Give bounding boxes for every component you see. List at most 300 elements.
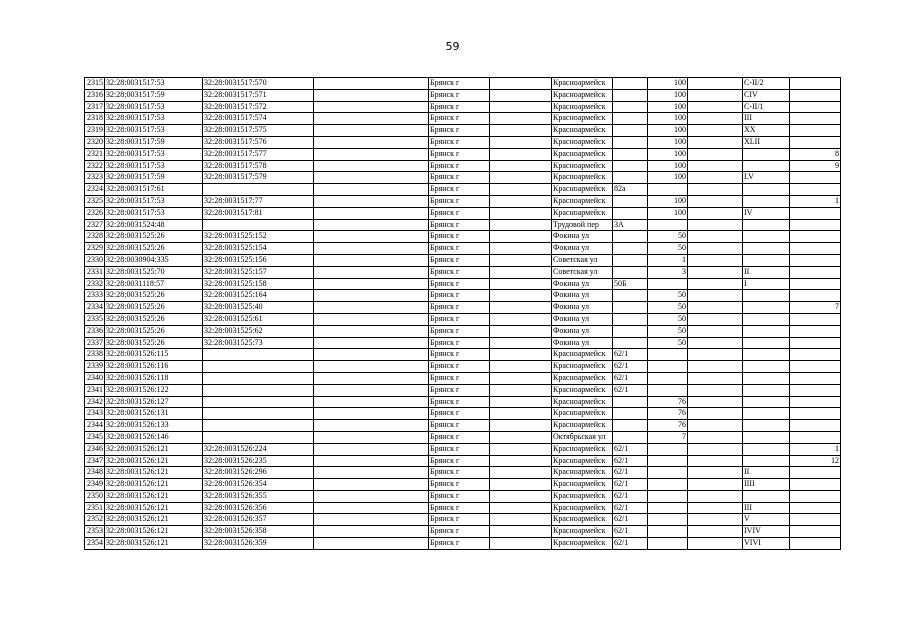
cell-apartment-number: [790, 361, 841, 373]
cell-object-cadastral-number: [203, 396, 314, 408]
cell-house-number: [613, 101, 648, 113]
cell-apartment-number: [790, 467, 841, 479]
cell-apartment-roman: [743, 325, 790, 337]
cell-house-number-value: [648, 278, 688, 290]
cell-object-cadastral-number: 32:28:0031526:358: [203, 526, 314, 538]
cell-blank-col-a: [314, 78, 429, 90]
cell-blank-col-b: [490, 78, 552, 90]
cell-row-number: 2343: [85, 408, 105, 420]
cell-apartment-roman: IV: [743, 207, 790, 219]
cell-apartment-number: [790, 384, 841, 396]
cell-apartment-roman: [743, 349, 790, 361]
cell-street: Красноармейск: [552, 372, 613, 384]
cell-parcel-cadastral-number: 32:28:0031517:53: [105, 78, 203, 90]
table-row: [85, 337, 841, 349]
cell-street: Красноармейск: [552, 408, 613, 420]
cell-house-number-value: 50: [648, 325, 688, 337]
cell-blank-col-c: [688, 479, 743, 491]
cell-parcel-cadastral-number: 32:28:0031517:53: [105, 148, 203, 160]
cell-settlement: Брянск г: [429, 372, 490, 384]
table-row: [85, 455, 841, 467]
cell-settlement: Брянск г: [429, 479, 490, 491]
cell-blank-col-b: [490, 254, 552, 266]
cell-object-cadastral-number: 32:28:0031525:40: [203, 302, 314, 314]
cell-street: Фокина ул: [552, 337, 613, 349]
cell-settlement: Брянск г: [429, 514, 490, 526]
cell-apartment-number: [790, 254, 841, 266]
table-row: [85, 361, 841, 373]
cell-apartment-roman: IVIV: [743, 526, 790, 538]
cell-parcel-cadastral-number: 32:28:0031526:127: [105, 396, 203, 408]
cell-blank-col-b: [490, 290, 552, 302]
cell-row-number: 2339: [85, 361, 105, 373]
cell-apartment-roman: XLII: [743, 136, 790, 148]
cell-row-number: 2324: [85, 184, 105, 196]
cell-parcel-cadastral-number: 32:28:0031525:26: [105, 290, 203, 302]
cell-blank-col-c: [688, 243, 743, 255]
cell-apartment-roman: [743, 313, 790, 325]
page-number: 59: [445, 40, 460, 53]
cell-apartment-number: [790, 431, 841, 443]
cell-blank-col-a: [314, 396, 429, 408]
cell-street: Красноармейск: [552, 172, 613, 184]
cell-row-number: 2334: [85, 302, 105, 314]
cell-object-cadastral-number: 32:28:0031525:156: [203, 254, 314, 266]
cell-apartment-roman: [743, 396, 790, 408]
cell-row-number: 2352: [85, 514, 105, 526]
cell-house-number: 62/1: [613, 349, 648, 361]
table-row: [85, 290, 841, 302]
cell-settlement: Брянск г: [429, 172, 490, 184]
cell-house-number: [613, 290, 648, 302]
cell-blank-col-b: [490, 349, 552, 361]
cell-blank-col-b: [490, 101, 552, 113]
cell-parcel-cadastral-number: 32:28:0031526:115: [105, 349, 203, 361]
cell-object-cadastral-number: 32:28:0031526:357: [203, 514, 314, 526]
cell-settlement: Брянск г: [429, 207, 490, 219]
cell-blank-col-a: [314, 89, 429, 101]
cell-row-number: 2332: [85, 278, 105, 290]
cell-settlement: Брянск г: [429, 136, 490, 148]
cell-apartment-roman: CIV: [743, 89, 790, 101]
cell-parcel-cadastral-number: 32:28:0031517:53: [105, 195, 203, 207]
cell-blank-col-b: [490, 125, 552, 137]
cell-parcel-cadastral-number: 32:28:0031517:59: [105, 136, 203, 148]
cell-blank-col-c: [688, 113, 743, 125]
cell-apartment-roman: [743, 243, 790, 255]
cell-blank-col-a: [314, 526, 429, 538]
cell-house-number: [613, 136, 648, 148]
cell-settlement: Брянск г: [429, 349, 490, 361]
cell-row-number: 2333: [85, 290, 105, 302]
cell-house-number-value: [648, 526, 688, 538]
cell-blank-col-a: [314, 420, 429, 432]
cell-house-number-value: [648, 372, 688, 384]
cell-blank-col-b: [490, 266, 552, 278]
cell-row-number: 2346: [85, 443, 105, 455]
cell-apartment-roman: III: [743, 113, 790, 125]
cell-blank-col-a: [314, 243, 429, 255]
cell-street: Красноармейск: [552, 479, 613, 491]
cell-house-number: [613, 325, 648, 337]
cell-blank-col-c: [688, 467, 743, 479]
cell-house-number-value: 100: [648, 89, 688, 101]
cell-blank-col-b: [490, 243, 552, 255]
cell-object-cadastral-number: [203, 408, 314, 420]
cell-row-number: 2329: [85, 243, 105, 255]
cell-parcel-cadastral-number: 32:28:0031526:146: [105, 431, 203, 443]
cell-apartment-roman: [743, 408, 790, 420]
cell-apartment-number: [790, 408, 841, 420]
cell-parcel-cadastral-number: 32:28:0031525:26: [105, 243, 203, 255]
cell-house-number-value: 76: [648, 420, 688, 432]
table-row: [85, 113, 841, 125]
cell-object-cadastral-number: 32:28:0031517:576: [203, 136, 314, 148]
cell-street: Фокина ул: [552, 313, 613, 325]
cell-house-number-value: [648, 467, 688, 479]
cell-house-number-value: [648, 455, 688, 467]
cell-row-number: 2325: [85, 195, 105, 207]
cell-house-number-value: [648, 502, 688, 514]
cell-row-number: 2327: [85, 219, 105, 231]
cell-blank-col-b: [490, 384, 552, 396]
cell-parcel-cadastral-number: 32:28:0031526:118: [105, 372, 203, 384]
table-row: [85, 184, 841, 196]
cell-settlement: Брянск г: [429, 184, 490, 196]
cell-blank-col-a: [314, 325, 429, 337]
cell-parcel-cadastral-number: 32:28:0031526:121: [105, 526, 203, 538]
cell-house-number: 62/1: [613, 384, 648, 396]
cell-blank-col-c: [688, 538, 743, 550]
cell-parcel-cadastral-number: 32:28:0031525:26: [105, 302, 203, 314]
registry-table-body: [85, 78, 841, 550]
table-row: [85, 148, 841, 160]
cell-settlement: Брянск г: [429, 396, 490, 408]
cell-blank-col-c: [688, 420, 743, 432]
cell-house-number-value: 100: [648, 148, 688, 160]
cell-blank-col-a: [314, 313, 429, 325]
cell-house-number-value: [648, 443, 688, 455]
cell-house-number: 50Б: [613, 278, 648, 290]
cell-house-number-value: 50: [648, 290, 688, 302]
cell-row-number: 2335: [85, 313, 105, 325]
table-row: [85, 420, 841, 432]
cell-blank-col-a: [314, 207, 429, 219]
cell-blank-col-b: [490, 278, 552, 290]
table-row: [85, 313, 841, 325]
table-row: [85, 431, 841, 443]
cell-parcel-cadastral-number: 32:28:0031526:121: [105, 490, 203, 502]
cell-blank-col-a: [314, 443, 429, 455]
cell-apartment-number: [790, 101, 841, 113]
cell-blank-col-a: [314, 455, 429, 467]
cell-parcel-cadastral-number: 32:28:0031525:70: [105, 266, 203, 278]
cell-settlement: Брянск г: [429, 113, 490, 125]
table-row: [85, 231, 841, 243]
cell-row-number: 2326: [85, 207, 105, 219]
cell-house-number-value: 100: [648, 207, 688, 219]
cell-object-cadastral-number: [203, 372, 314, 384]
cell-row-number: 2336: [85, 325, 105, 337]
cell-blank-col-b: [490, 443, 552, 455]
cell-parcel-cadastral-number: 32:28:0031525:26: [105, 325, 203, 337]
cell-apartment-roman: [743, 148, 790, 160]
cell-apartment-roman: [743, 290, 790, 302]
cell-blank-col-c: [688, 89, 743, 101]
cell-object-cadastral-number: 32:28:0031526:359: [203, 538, 314, 550]
cell-house-number: 62/1: [613, 538, 648, 550]
cell-row-number: 2319: [85, 125, 105, 137]
cell-house-number-value: 50: [648, 243, 688, 255]
cell-settlement: Брянск г: [429, 361, 490, 373]
cell-blank-col-b: [490, 207, 552, 219]
cell-apartment-roman: С-II/2: [743, 78, 790, 90]
cell-object-cadastral-number: 32:28:0031525:62: [203, 325, 314, 337]
cell-parcel-cadastral-number: 32:28:0031526:121: [105, 455, 203, 467]
cell-settlement: Брянск г: [429, 467, 490, 479]
cell-house-number-value: 1: [648, 254, 688, 266]
cell-house-number: [613, 125, 648, 137]
cell-street: Красноармейск: [552, 538, 613, 550]
cell-apartment-roman: [743, 160, 790, 172]
table-row: [85, 125, 841, 137]
cell-settlement: Брянск г: [429, 526, 490, 538]
cell-blank-col-a: [314, 125, 429, 137]
cell-blank-col-a: [314, 431, 429, 443]
cell-blank-col-a: [314, 113, 429, 125]
cell-blank-col-c: [688, 526, 743, 538]
cell-apartment-number: [790, 125, 841, 137]
cell-parcel-cadastral-number: 32:28:0031517:53: [105, 101, 203, 113]
cell-settlement: Брянск г: [429, 490, 490, 502]
cell-street: Фокина ул: [552, 278, 613, 290]
cell-blank-col-a: [314, 408, 429, 420]
cell-house-number: [613, 231, 648, 243]
cell-blank-col-b: [490, 219, 552, 231]
cell-apartment-roman: III: [743, 502, 790, 514]
cell-house-number: [613, 408, 648, 420]
table-row: [85, 172, 841, 184]
table-row: [85, 254, 841, 266]
cell-street: Красноармейск: [552, 361, 613, 373]
cell-apartment-number: [790, 266, 841, 278]
cell-object-cadastral-number: 32:28:0031517:579: [203, 172, 314, 184]
cell-house-number: [613, 396, 648, 408]
cell-house-number-value: 50: [648, 337, 688, 349]
cell-house-number: 62/1: [613, 372, 648, 384]
cell-blank-col-a: [314, 479, 429, 491]
cell-house-number: 62/1: [613, 526, 648, 538]
table-row: [85, 89, 841, 101]
cell-house-number-value: [648, 490, 688, 502]
cell-apartment-roman: [743, 302, 790, 314]
cell-blank-col-a: [314, 136, 429, 148]
cell-row-number: 2341: [85, 384, 105, 396]
cell-street: Фокина ул: [552, 290, 613, 302]
cell-blank-col-b: [490, 302, 552, 314]
cell-blank-col-b: [490, 172, 552, 184]
cell-house-number-value: 100: [648, 113, 688, 125]
cell-apartment-roman: [743, 195, 790, 207]
cell-house-number: [613, 195, 648, 207]
cell-parcel-cadastral-number: 32:28:0031526:121: [105, 502, 203, 514]
cell-blank-col-b: [490, 455, 552, 467]
cell-blank-col-a: [314, 266, 429, 278]
cell-house-number-value: 76: [648, 396, 688, 408]
cell-row-number: 2338: [85, 349, 105, 361]
cell-row-number: 2345: [85, 431, 105, 443]
cell-apartment-roman: I: [743, 278, 790, 290]
cell-blank-col-c: [688, 431, 743, 443]
cell-street: Трудовой пер: [552, 219, 613, 231]
cell-house-number-value: 50: [648, 231, 688, 243]
cell-apartment-number: [790, 490, 841, 502]
cell-street: Красноармейск: [552, 490, 613, 502]
cell-street: Красноармейск: [552, 125, 613, 137]
cell-row-number: 2342: [85, 396, 105, 408]
cell-object-cadastral-number: 32:28:0031517:81: [203, 207, 314, 219]
cell-object-cadastral-number: 32:28:0031517:577: [203, 148, 314, 160]
cell-blank-col-c: [688, 254, 743, 266]
cell-blank-col-a: [314, 184, 429, 196]
cell-house-number: 62/1: [613, 443, 648, 455]
cell-blank-col-b: [490, 184, 552, 196]
cell-object-cadastral-number: 32:28:0031517:77: [203, 195, 314, 207]
cell-settlement: Брянск г: [429, 160, 490, 172]
cell-house-number: 62/1: [613, 514, 648, 526]
cell-object-cadastral-number: 32:28:0031517:574: [203, 113, 314, 125]
table-row: [85, 396, 841, 408]
cell-settlement: Брянск г: [429, 290, 490, 302]
cell-street: Красноармейск: [552, 420, 613, 432]
cell-blank-col-c: [688, 313, 743, 325]
cell-blank-col-c: [688, 148, 743, 160]
table-row: [85, 502, 841, 514]
table-row: [85, 526, 841, 538]
cell-apartment-number: [790, 420, 841, 432]
cell-street: Октябрьская ул: [552, 431, 613, 443]
cell-row-number: 2318: [85, 113, 105, 125]
cell-house-number-value: [648, 349, 688, 361]
cell-apartment-number: [790, 243, 841, 255]
cell-parcel-cadastral-number: 32:28:0031525:26: [105, 313, 203, 325]
cell-blank-col-a: [314, 148, 429, 160]
cell-blank-col-b: [490, 313, 552, 325]
cell-blank-col-b: [490, 361, 552, 373]
cell-apartment-number: [790, 313, 841, 325]
cell-blank-col-c: [688, 514, 743, 526]
cell-parcel-cadastral-number: 32:28:0031526:116: [105, 361, 203, 373]
cell-blank-col-b: [490, 337, 552, 349]
cell-apartment-roman: [743, 420, 790, 432]
cell-apartment-number: [790, 78, 841, 90]
cell-settlement: Брянск г: [429, 101, 490, 113]
cell-settlement: Брянск г: [429, 231, 490, 243]
cell-row-number: 2320: [85, 136, 105, 148]
cell-settlement: Брянск г: [429, 195, 490, 207]
cell-parcel-cadastral-number: 32:28:0031526:122: [105, 384, 203, 396]
cell-blank-col-b: [490, 372, 552, 384]
cell-object-cadastral-number: [203, 420, 314, 432]
cell-settlement: Брянск г: [429, 337, 490, 349]
cell-blank-col-b: [490, 113, 552, 125]
table-row: [85, 195, 841, 207]
cell-apartment-roman: [743, 254, 790, 266]
cell-street: Красноармейск: [552, 136, 613, 148]
cell-street: Советская ул: [552, 266, 613, 278]
table-row: [85, 490, 841, 502]
cell-street: Красноармейск: [552, 101, 613, 113]
cell-blank-col-c: [688, 372, 743, 384]
cell-blank-col-a: [314, 349, 429, 361]
cell-object-cadastral-number: [203, 219, 314, 231]
cell-house-number: [613, 243, 648, 255]
cell-row-number: 2331: [85, 266, 105, 278]
cell-street: Красноармейск: [552, 207, 613, 219]
cell-apartment-roman: [743, 372, 790, 384]
cell-house-number: 3А: [613, 219, 648, 231]
cell-settlement: Брянск г: [429, 431, 490, 443]
cell-apartment-number: [790, 172, 841, 184]
cell-blank-col-a: [314, 219, 429, 231]
cell-house-number: 62/1: [613, 455, 648, 467]
cell-apartment-roman: II: [743, 467, 790, 479]
cell-house-number: [613, 113, 648, 125]
cell-blank-col-b: [490, 514, 552, 526]
cell-blank-col-c: [688, 160, 743, 172]
cell-house-number: 62/1: [613, 467, 648, 479]
cell-blank-col-c: [688, 184, 743, 196]
table-row: [85, 372, 841, 384]
cell-blank-col-b: [490, 136, 552, 148]
cell-street: Красноармейск: [552, 443, 613, 455]
cell-blank-col-b: [490, 160, 552, 172]
cell-house-number-value: [648, 361, 688, 373]
cell-row-number: 2315: [85, 78, 105, 90]
cell-house-number: [613, 148, 648, 160]
cell-settlement: Брянск г: [429, 78, 490, 90]
cell-settlement: Брянск г: [429, 502, 490, 514]
cell-house-number-value: [648, 384, 688, 396]
cell-apartment-roman: IIII: [743, 479, 790, 491]
table-row: [85, 243, 841, 255]
cell-blank-col-c: [688, 384, 743, 396]
cell-settlement: Брянск г: [429, 89, 490, 101]
cell-blank-col-c: [688, 278, 743, 290]
table-row: [85, 514, 841, 526]
cell-house-number: 62/1: [613, 490, 648, 502]
cell-street: Советская ул: [552, 254, 613, 266]
cell-blank-col-b: [490, 148, 552, 160]
cell-apartment-number: [790, 231, 841, 243]
cell-house-number-value: 100: [648, 195, 688, 207]
cell-settlement: Брянск г: [429, 219, 490, 231]
cell-house-number: [613, 78, 648, 90]
cell-blank-col-b: [490, 502, 552, 514]
cell-house-number-value: 100: [648, 101, 688, 113]
cell-blank-col-c: [688, 325, 743, 337]
cell-row-number: 2337: [85, 337, 105, 349]
cell-house-number: [613, 207, 648, 219]
cell-apartment-number: 1: [790, 443, 841, 455]
cell-row-number: 2340: [85, 372, 105, 384]
cell-apartment-number: [790, 89, 841, 101]
cell-house-number-value: 50: [648, 302, 688, 314]
cell-object-cadastral-number: 32:28:0031517:571: [203, 89, 314, 101]
cell-apartment-number: [790, 514, 841, 526]
table-row: [85, 207, 841, 219]
table-row: [85, 538, 841, 550]
